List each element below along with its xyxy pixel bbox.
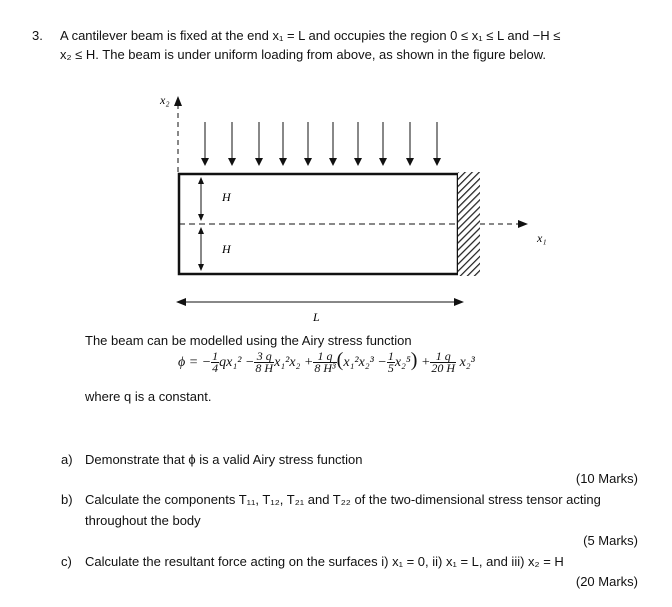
uniform-load-arrows	[201, 122, 441, 166]
term-3b: x₂⁵	[394, 355, 411, 370]
phi-symbol: ϕ	[178, 355, 186, 370]
fraction-5: $\frac{1 q}{20 H}$	[431, 349, 456, 376]
x2-axis-label: x₂	[160, 93, 170, 107]
term-4: x₂³	[459, 355, 475, 370]
part-b-text: Calculate the components T₁₁, T₁₂, T₂₁ and T₂₂ of the two-dimensional stress tensor acting	[85, 492, 601, 507]
paren-close: )	[410, 349, 418, 371]
part-b-label: b)	[61, 492, 73, 507]
x2-axis-arrowhead	[174, 96, 182, 106]
airy-where: where q is a constant.	[85, 389, 212, 404]
part-c-label: c)	[61, 554, 72, 569]
op-minus: −	[201, 355, 212, 370]
length-label: L	[313, 310, 320, 324]
airy-equation	[178, 349, 475, 374]
equals-sign: =	[188, 355, 199, 370]
op-plus: +	[420, 355, 431, 370]
fixed-wall	[458, 172, 480, 276]
question-line-2: x₂ ≤ H. The beam is under uniform loading from above, as shown in the figure below.	[60, 47, 546, 62]
op-minus: −	[244, 355, 255, 370]
part-a-marks: (10 Marks)	[575, 471, 638, 486]
x1-axis-arrowhead	[518, 220, 528, 228]
question-number: 3.	[32, 28, 43, 43]
lower-h-label: H	[222, 242, 231, 256]
term-2: x₁²x₂	[274, 355, 301, 370]
fraction-1: $\frac{1}{4}$	[212, 349, 219, 376]
op-plus: +	[303, 355, 314, 370]
fraction-4: $\frac{1}{5}$	[387, 349, 394, 376]
fraction-3: $\frac{1 q}{\text{8 H³}}$	[314, 349, 336, 376]
paren-open: (	[336, 349, 344, 371]
part-c-text: Calculate the resultant force acting on the surfaces i) x₁ = 0, ii) x₁ = L, and iii) x₂ = H	[85, 554, 564, 569]
part-c-marks: (20 Marks)	[575, 574, 638, 589]
part-a-text: Demonstrate that ϕ is a valid Airy stress function	[85, 452, 363, 467]
upper-h-label: H	[222, 190, 231, 204]
term-3a: x₁²x₂³	[343, 355, 374, 370]
part-a-label: a)	[61, 452, 73, 467]
airy-intro: The beam can be modelled using the Airy stress function	[85, 333, 412, 348]
term-1: qx₁²	[219, 355, 242, 370]
x1-axis-label: x₁	[537, 231, 547, 245]
op-minus: −	[377, 355, 387, 370]
part-b-text-cont: throughout the body	[85, 513, 201, 528]
part-b-marks: (5 Marks)	[583, 533, 638, 548]
question-line-1: A cantilever beam is fixed at the end x₁ = L and occupies the region 0 ≤ x₁ ≤ L and −H ≤	[60, 28, 561, 43]
fraction-2: $\frac{3 q}{8 H}$	[255, 349, 274, 376]
